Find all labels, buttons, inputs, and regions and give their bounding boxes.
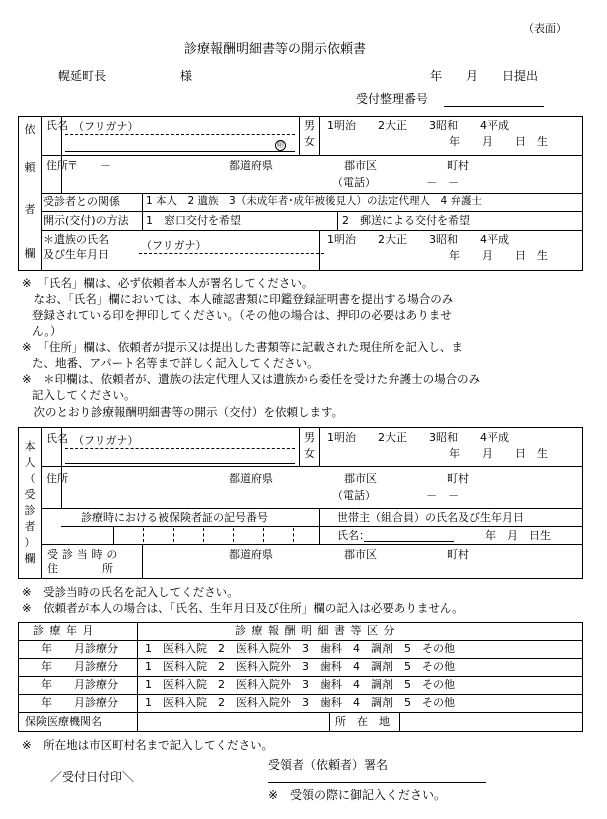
requester-phone-dash[interactable]: － －: [426, 176, 459, 189]
requester-col-3: 者: [24, 203, 36, 216]
row-2-types[interactable]: 1 医科入院 2 医科入院外 3 歯科 4 調剤 5 その他: [145, 660, 455, 673]
patient-phone: （電話）: [332, 489, 376, 502]
patient-col-1: 本: [24, 440, 36, 453]
patient-col-4: 受: [24, 488, 36, 501]
receipt-note: ※ 受領の際に御記入ください。: [268, 788, 447, 802]
addr-at-visit-town: 町村: [447, 548, 469, 561]
note-2-line-2: ※ 依頼者が本人の場合は、「氏名、生年月日及び住所」欄の記入は必要ありません。: [22, 601, 464, 615]
patient-town: 町村: [447, 472, 469, 485]
patient-sex-female[interactable]: 女: [304, 447, 315, 460]
insurance-number-label: 診療時における被保険者証の記号番号: [81, 511, 268, 524]
method-option-1[interactable]: 1 窓口交付を希望: [146, 214, 241, 227]
row-1-types[interactable]: 1 医科入院 2 医科入院外 3 歯科 4 調剤 5 その他: [145, 642, 455, 655]
requester-col-2: 頼: [24, 161, 36, 174]
note-1-line-6: た、地番、アパート名等まで詳しく記入してください。: [32, 356, 319, 370]
reception-stamp: ／受付日付印＼: [50, 770, 135, 784]
householder-ymd: 年 月 日生: [485, 529, 551, 542]
patient-furigana: （フリガナ）: [73, 434, 139, 447]
note-2-line-1: ※ 受診当時の氏名を記入してください。: [22, 585, 239, 599]
row-4-types[interactable]: 1 医科入院 2 医科入院外 3 歯科 4 調剤 5 その他: [145, 696, 455, 709]
requester-name-label: 氏名: [46, 119, 68, 132]
row-3-types[interactable]: 1 医科入院 2 医科入院外 3 歯科 4 調剤 5 その他: [145, 678, 455, 691]
header-types: 診療報酬明細書等区分: [235, 624, 400, 637]
householder-name[interactable]: 氏名：: [337, 529, 370, 542]
note-1-line-4: ん。）: [32, 324, 62, 338]
requester-sex-female[interactable]: 女: [304, 135, 315, 148]
addr-at-visit-label-1: 受診当時の: [47, 548, 122, 561]
submission-date: 年 月 日提出: [430, 69, 539, 83]
patient-sex-male[interactable]: 男: [304, 431, 315, 444]
receiver-signature-label: 受領者（依頼者）署名: [268, 758, 389, 772]
patient-todofuken: 都道府県: [229, 472, 273, 485]
page-title: 診療報酬明細書等の開示依頼書: [184, 42, 367, 57]
requester-ymd: 年 月 日 生: [449, 135, 548, 148]
note-1-line-1: ※ 「氏名」欄は、必ず依頼者本人が署名してください。: [22, 276, 314, 290]
note-1-line-2: なお、「氏名」欄においては、本人確認書類に印鑑登録証明書を提出する場合のみ: [22, 292, 454, 306]
note-1-line-5: ※ 「住所」欄は、依頼者が提示又は提出した書類等に記載された現住所を記入し、ま: [22, 340, 463, 354]
relation-label: 受診者との関係: [43, 195, 120, 208]
note-1-line-8: 記入してください。: [32, 388, 136, 402]
addressee: 幌延町長: [58, 69, 107, 83]
patient-col-5: 診: [24, 504, 36, 517]
patient-era[interactable]: 1明治 2大正 3昭和 4平成: [327, 431, 509, 444]
requester-seal: [275, 137, 286, 151]
location-label: 所 在 地: [335, 715, 390, 728]
footer-note: ※ 所在地は市区町村名まで記入してください。: [22, 738, 274, 752]
row-4-month[interactable]: 年 月診療分: [41, 696, 118, 709]
patient-col-8: 欄: [24, 552, 36, 565]
requester-town: 町村: [447, 159, 469, 172]
patient-city: 郡市区: [344, 472, 377, 485]
method-label: 開示(交付)の方法: [43, 214, 129, 227]
note-1-line-3: 登録されている印を押印してください。（その他の場合は、押印の必要はありませ: [32, 308, 452, 322]
requester-section: [18, 116, 583, 271]
receiver-signature-field[interactable]: [268, 782, 486, 783]
relation-options[interactable]: 1 本人 2 遺族 3（未成年者･成年被後見人）の法定代理人 4 弁護士: [146, 195, 482, 207]
requester-col-4: 欄: [24, 247, 36, 260]
classification-table: [18, 622, 583, 732]
requester-col-1: 依: [24, 123, 36, 136]
requester-furigana: （フリガナ）: [73, 120, 139, 133]
header-month: 診療年月: [33, 624, 99, 637]
requester-todofuken: 都道府県: [229, 159, 273, 172]
institution-label: 保険医療機関名: [25, 715, 102, 728]
requester-postal[interactable]: 〒 －: [67, 159, 111, 172]
bereaved-ymd: 年 月 日 生: [449, 249, 548, 262]
method-option-2[interactable]: 2 郵送による交付を希望: [342, 214, 470, 227]
patient-col-3: （: [24, 472, 36, 485]
requester-city: 郡市区: [344, 159, 377, 172]
row-1-month[interactable]: 年 月診療分: [41, 642, 118, 655]
patient-col-7: ）: [24, 536, 36, 549]
note-1-line-9: 次のとおり診療報酬明細書等の開示（交付）を依頼します。: [22, 405, 344, 419]
reception-number-label: 受付整理番号: [356, 92, 429, 106]
seal-icon: ㊞: [277, 141, 284, 149]
patient-phone-dash[interactable]: － －: [426, 489, 459, 502]
addr-at-visit-city: 郡市区: [344, 548, 377, 561]
patient-name-field[interactable]: [65, 463, 295, 464]
householder-label: 世帯主（組合員）の氏名及び生年月日: [337, 511, 524, 524]
patient-col-2: 人: [24, 456, 36, 469]
reception-number-field[interactable]: [444, 106, 544, 107]
requester-address-label: 住所: [46, 159, 68, 172]
requester-era[interactable]: 1明治 2大正 3昭和 4平成: [327, 119, 509, 132]
patient-col-6: 者: [24, 520, 36, 533]
note-1-line-7: ※ ＊印欄は、依頼者が、遺族の法定代理人又は遺族から委任を受けた弁護士の場合のみ: [22, 372, 481, 386]
bereaved-era[interactable]: 1明治 2大正 3昭和 4平成: [327, 233, 509, 246]
side-label: （表面）: [523, 22, 567, 35]
addr-at-visit-label-2: 住 所: [47, 562, 113, 575]
bereaved-furigana: （フリガナ）: [141, 239, 207, 252]
requester-sex-male[interactable]: 男: [304, 119, 315, 132]
requester-name-field[interactable]: [65, 151, 295, 152]
bereaved-label-1: ＊遺族の氏名: [43, 233, 109, 246]
patient-section: [18, 427, 583, 579]
row-2-month[interactable]: 年 月診療分: [41, 660, 118, 673]
patient-ymd: 年 月 日 生: [449, 447, 548, 460]
row-3-month[interactable]: 年 月診療分: [41, 678, 118, 691]
patient-name-label: 氏名: [46, 432, 68, 445]
addr-at-visit-todofuken: 都道府県: [229, 548, 273, 561]
patient-address-label: 住所: [46, 472, 68, 485]
bereaved-label-2: 及び生年月日: [43, 248, 109, 261]
sama-label: 様: [180, 69, 193, 83]
requester-phone: （電話）: [332, 176, 376, 189]
